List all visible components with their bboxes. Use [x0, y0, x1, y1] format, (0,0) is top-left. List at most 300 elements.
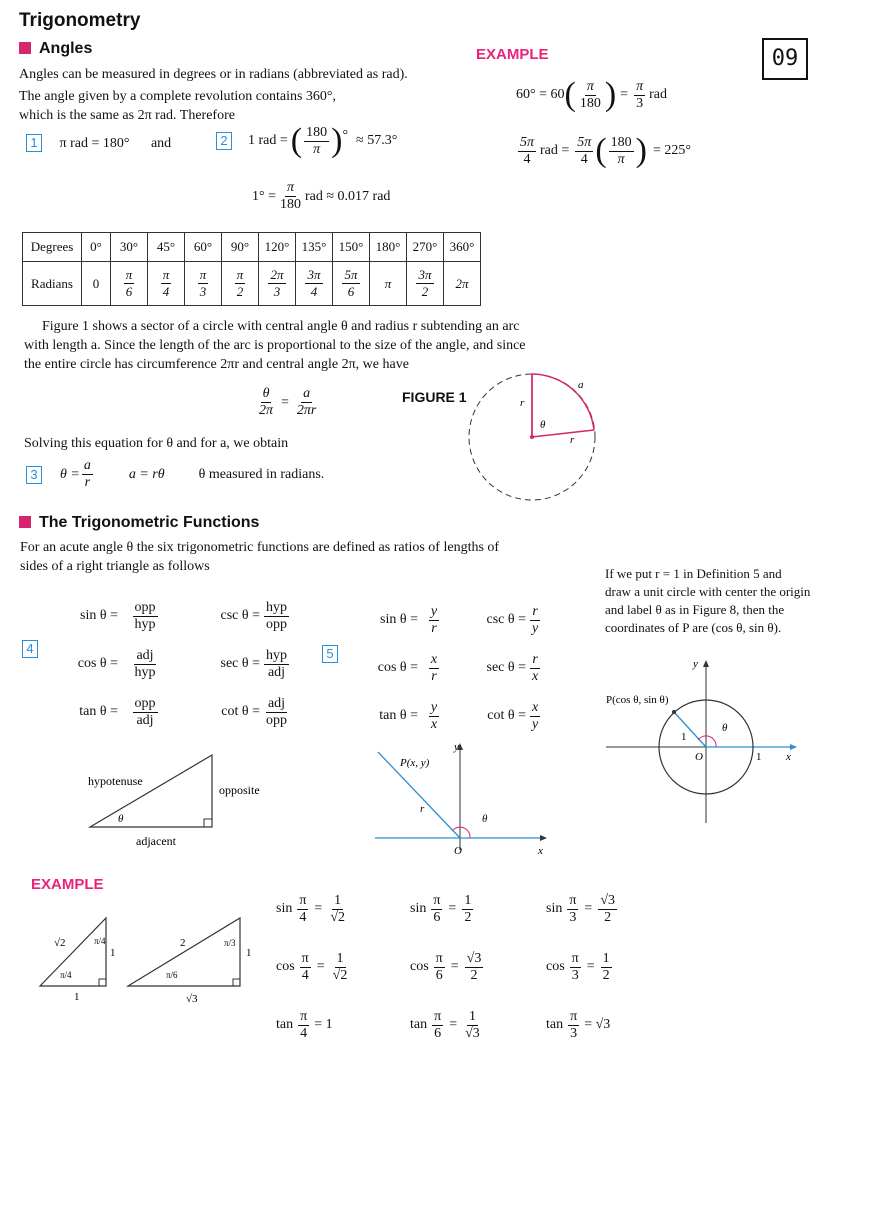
x-label: x — [786, 751, 791, 763]
definition-4 — [64, 592, 304, 736]
function-name: cot θ = — [487, 708, 526, 723]
fraction — [268, 267, 285, 300]
fraction — [422, 604, 446, 637]
numerator: 2π — [270, 267, 284, 282]
equation-number-2: 2 — [216, 132, 232, 150]
radius-line — [674, 712, 706, 747]
fraction — [567, 893, 578, 926]
function-name: cos θ = — [377, 660, 418, 675]
example-row — [546, 996, 619, 1054]
point-label: P(cos θ, sin θ) — [606, 694, 669, 706]
equals: = — [316, 959, 325, 974]
fraction — [578, 79, 603, 112]
function-name: sin — [276, 901, 293, 916]
fraction — [82, 458, 93, 491]
equation-2-right: ≈ 57.3° — [356, 133, 398, 148]
table-cell — [407, 262, 444, 306]
fraction — [235, 267, 246, 300]
numerator: π — [162, 267, 170, 282]
denominator: 3 — [199, 284, 207, 299]
function-name: tan θ = — [379, 708, 418, 723]
numerator: π — [433, 892, 441, 908]
unit-circle-diagram — [600, 655, 800, 825]
radian-value: 2π — [455, 275, 469, 291]
denominator: √2 — [330, 909, 346, 925]
numerator: π — [286, 180, 294, 195]
definition-row — [64, 688, 304, 736]
function-name: sin θ = — [80, 608, 118, 623]
equation-degree-right: rad ≈ 0.017 rad — [305, 188, 391, 204]
denominator: opp — [266, 616, 287, 632]
table-cell: 30° — [111, 233, 148, 262]
fraction — [463, 1009, 482, 1042]
paragraph-line: the entire circle has circumference 2πr and central angle 2π, we have — [24, 357, 409, 372]
equals: = — [586, 959, 595, 974]
table-header-radians: Radians — [23, 262, 82, 306]
equals: = — [584, 901, 593, 916]
radian-value: π — [384, 275, 392, 291]
table-cell — [148, 262, 185, 306]
radius-label: r — [520, 397, 525, 409]
equation-3 — [26, 458, 324, 491]
denominator: 2 — [464, 909, 472, 925]
numerator: 1 — [334, 892, 342, 908]
example-row — [276, 938, 351, 996]
fraction — [304, 125, 329, 158]
fraction — [122, 648, 168, 681]
function-name: sin — [546, 901, 563, 916]
equation-number-4: 4 — [22, 640, 38, 658]
figure-1-label: FIGURE 1 — [402, 389, 467, 405]
example-row — [410, 880, 485, 938]
adjacent-label: adjacent — [136, 834, 176, 848]
numerator: r — [532, 603, 538, 619]
function-name: csc θ = — [486, 612, 526, 627]
paragraph-line: For an acute angle θ the six trigonometric functions are defined as ratios of lengths of — [20, 540, 500, 555]
table-cell — [296, 262, 333, 306]
table-cell: 0° — [82, 233, 111, 262]
fraction — [300, 951, 311, 984]
denominator: x — [430, 716, 438, 732]
fraction — [342, 267, 359, 300]
numerator: 180 — [610, 134, 632, 150]
equation-degree-left: 1° = — [252, 188, 276, 204]
table-cell — [111, 262, 148, 306]
trig-heading-text: The Trigonometric Functions — [39, 514, 260, 531]
table-cell: 60° — [185, 233, 222, 262]
numerator: opp — [134, 695, 156, 711]
side-note-line: coordinates of P are (cos θ, sin θ). — [605, 620, 782, 635]
example-text: 60° = 60 — [516, 87, 565, 102]
equation-1-2 — [26, 134, 171, 152]
table-cell: 120° — [259, 233, 296, 262]
denominator: r — [84, 475, 91, 490]
numerator: y — [430, 603, 438, 619]
denominator: 3 — [636, 95, 644, 111]
fraction — [431, 893, 442, 926]
table-cell — [333, 262, 370, 306]
denominator: π — [313, 141, 321, 157]
equation-number-3: 3 — [26, 466, 42, 484]
function-name: sec θ = — [486, 660, 526, 675]
example-2-column-1 — [276, 880, 351, 1054]
fraction — [609, 135, 634, 168]
base-label: √3 — [186, 993, 198, 1005]
angles-line: Angles can be measured in degrees or in radians (abbreviated as rad). — [19, 67, 408, 82]
numerator: y — [430, 699, 438, 715]
denominator: 2πr — [296, 403, 317, 418]
denominator: 6 — [347, 284, 355, 299]
right-angle-mark — [233, 979, 240, 986]
numerator: π — [125, 267, 133, 282]
fraction — [295, 386, 318, 419]
angles-line: The angle given by a complete revolution contains 360°, — [19, 89, 337, 104]
numerator: π — [300, 1008, 308, 1024]
fraction — [432, 1009, 443, 1042]
denominator: r — [431, 668, 437, 684]
point-P — [672, 710, 676, 714]
equation-2-left: 1 rad = — [248, 133, 288, 148]
coordinate-diagram — [370, 740, 550, 860]
denominator: y — [532, 716, 539, 732]
figure-1-sector-diagram — [462, 370, 606, 504]
function-name: cos — [410, 959, 429, 974]
result-value: = 1 — [314, 1017, 333, 1032]
fraction — [570, 951, 581, 984]
square-bullet-icon — [19, 42, 31, 54]
point-label: P(x, y) — [400, 757, 430, 769]
example-row — [546, 880, 619, 938]
example-text: rad = — [540, 143, 570, 158]
table-cell: 360° — [444, 233, 481, 262]
fraction — [601, 951, 612, 984]
radius-label: r — [420, 803, 425, 815]
numerator: hyp — [266, 599, 287, 615]
section-heading-angles — [19, 40, 92, 58]
page-number: 09 — [762, 38, 808, 80]
numerator: 5π — [520, 134, 535, 150]
table-cell: 270° — [407, 233, 444, 262]
denominator: 6 — [434, 1025, 442, 1041]
denominator: 2π — [259, 403, 274, 418]
numerator: √3 — [466, 950, 482, 966]
denominator: adj — [136, 712, 154, 728]
numerator: π — [435, 950, 443, 966]
origin-label: O — [454, 845, 462, 857]
solving-text: Solving this equation for θ and for a, we obtain — [24, 436, 289, 451]
fraction — [198, 267, 209, 300]
x-tick-label: 1 — [756, 751, 762, 763]
denominator: 2 — [236, 284, 244, 299]
arc-label: a — [578, 379, 584, 391]
function-name: tan — [276, 1017, 294, 1032]
function-name: tan — [546, 1017, 564, 1032]
fraction — [518, 135, 536, 168]
example-1-line-2: $\frac{5\pi}{4}$ rad = $\frac{5\pi}{4}$ ( $\frac{180}{\pi}$ ) = 225° — [520, 132, 691, 169]
numerator: x — [430, 651, 438, 667]
center-point — [530, 435, 534, 439]
opposite-label: opposite — [219, 783, 260, 797]
table-cell — [444, 262, 481, 306]
equation-3-left: θ = — [60, 466, 80, 482]
denominator: 180 — [579, 95, 601, 111]
numerator: π — [434, 1008, 442, 1024]
denominator: 3 — [570, 1025, 578, 1041]
numerator: π — [236, 267, 244, 282]
side-note-line: and label θ as in Figure 8, then the — [605, 602, 785, 617]
function-name: cos — [276, 959, 295, 974]
function-name: sin θ = — [380, 612, 418, 627]
function-name: csc θ = — [220, 608, 260, 623]
fraction — [122, 696, 168, 729]
denominator: 2 — [470, 967, 478, 983]
fraction — [264, 600, 289, 633]
equation-3-note: θ measured in radians. — [198, 466, 325, 482]
example-row — [546, 938, 619, 996]
table-row — [23, 233, 481, 262]
denominator: y — [532, 620, 539, 636]
fraction — [422, 652, 446, 685]
denominator: 3 — [571, 967, 579, 983]
numerator: π — [571, 950, 579, 966]
fraction — [257, 386, 275, 419]
numerator: r — [532, 651, 538, 667]
angle-label: θ — [722, 722, 728, 734]
denominator: hyp — [134, 664, 156, 680]
numerator: 1 — [464, 892, 472, 908]
numerator: π — [586, 78, 594, 94]
example-text: = 225° — [652, 143, 691, 158]
fraction — [462, 893, 473, 926]
equals: = — [450, 959, 459, 974]
numerator: adj — [136, 647, 154, 663]
definition-row — [64, 592, 304, 640]
example-label: EXAMPLE — [476, 46, 549, 63]
example-label-2: EXAMPLE — [31, 876, 104, 893]
denominator: 4 — [162, 284, 170, 299]
angle-label: π/4 — [94, 936, 106, 946]
hypotenuse-label: √2 — [54, 937, 66, 949]
definition-5 — [364, 596, 564, 740]
origin-label: O — [695, 751, 703, 763]
denominator: √2 — [332, 967, 348, 983]
denominator: 4 — [523, 151, 531, 167]
example-row — [276, 880, 351, 938]
side-note-line: If we put r = 1 in Definition 5 and — [605, 566, 782, 581]
table-cell — [370, 262, 407, 306]
figure-1-paragraph — [24, 317, 584, 374]
paragraph-line: sides of a right triangle as follows — [20, 559, 210, 574]
right-angle-mark — [204, 819, 212, 827]
side-label: 1 — [110, 947, 116, 959]
radius-label: 1 — [681, 731, 687, 743]
fraction — [298, 1009, 309, 1042]
numerator: π — [569, 892, 577, 908]
page-title: Trigonometry — [19, 10, 141, 31]
fraction — [530, 700, 540, 733]
equation-and: and — [150, 136, 172, 151]
fraction — [465, 951, 484, 984]
denominator: √3 — [465, 1025, 480, 1041]
function-name: tan — [410, 1017, 428, 1032]
angle-label: π/6 — [166, 970, 178, 980]
trig-paragraph — [20, 538, 580, 576]
angle-label: π/3 — [224, 938, 236, 948]
result-value: = √3 — [584, 1017, 611, 1032]
special-triangles-diagram — [30, 910, 270, 1006]
table-cell: 135° — [296, 233, 333, 262]
example-1-line-1: 60° = 60 ( $\frac{\pi}{180}$ ) = $\frac{\pi}{3}$ rad — [516, 76, 667, 113]
numerator: adj — [267, 695, 286, 711]
angle-label: π/4 — [60, 970, 72, 980]
function-name: tan θ = — [79, 704, 118, 719]
arrow-icon — [540, 835, 547, 841]
definition-row — [364, 644, 564, 692]
denominator: 4 — [299, 909, 307, 925]
example-row — [410, 996, 485, 1054]
numerator: π — [299, 892, 307, 908]
denominator: 4 — [301, 967, 309, 983]
side-label: 1 — [246, 947, 252, 959]
triangle-30-60 — [128, 918, 240, 986]
example-row — [410, 938, 485, 996]
fraction — [575, 135, 593, 168]
table-cell: 150° — [333, 233, 370, 262]
fraction — [434, 951, 445, 984]
denominator: adj — [267, 664, 286, 680]
numerator: π — [570, 1008, 578, 1024]
numerator: 3π — [307, 267, 321, 282]
definition-row — [364, 692, 564, 740]
hypotenuse-label: hypotenuse — [88, 774, 143, 788]
example-text: rad — [649, 87, 667, 102]
arrow-icon — [703, 660, 709, 667]
fraction — [598, 893, 617, 926]
denominator: 3 — [569, 909, 577, 925]
degree-sign: ° — [342, 128, 349, 143]
example-2-column-2 — [410, 880, 485, 1054]
fraction — [416, 267, 433, 300]
fraction — [305, 267, 322, 300]
fraction — [530, 652, 540, 685]
numerator: 1 — [602, 950, 610, 966]
fraction — [124, 267, 135, 300]
denominator: hyp — [134, 616, 156, 632]
fraction — [297, 893, 308, 926]
table-cell: 180° — [370, 233, 407, 262]
equation-degree — [252, 180, 390, 213]
fraction — [331, 951, 350, 984]
angle-label: θ — [118, 813, 124, 825]
numerator: a — [303, 386, 311, 401]
radius-label: r — [570, 434, 575, 446]
equation-1: π rad = 180° — [59, 136, 130, 151]
equation-2: 2 1 rad = ( $\frac{180}{\pi}$ ) ° ≈ 57.3° — [216, 124, 397, 158]
side-note — [605, 565, 845, 637]
right-angle-mark — [99, 979, 106, 986]
denominator: opp — [266, 712, 287, 728]
denominator: 2 — [604, 909, 612, 925]
table-cell — [185, 262, 222, 306]
denominator: 4 — [310, 284, 318, 299]
ratio-equation — [255, 386, 320, 419]
denominator: 6 — [433, 909, 441, 925]
table-header-degrees: Degrees — [23, 233, 82, 262]
y-label: y — [454, 741, 459, 753]
numerator: 5π — [344, 267, 358, 282]
function-name: sin — [410, 901, 427, 916]
numerator: a — [83, 458, 91, 473]
fraction — [161, 267, 172, 300]
numerator: 1 — [468, 1008, 476, 1024]
paragraph-line: with length a. Since the length of the arc is proportional to the size of the angle, and since — [24, 338, 526, 353]
radian-value: 0 — [92, 275, 100, 291]
y-label: y — [693, 658, 698, 670]
denominator: 6 — [435, 967, 443, 983]
denominator: π — [617, 151, 625, 167]
equals: = — [314, 901, 323, 916]
table-cell — [259, 262, 296, 306]
denominator: 2 — [421, 284, 429, 299]
numerator: 5π — [577, 134, 592, 150]
angles-heading-text: Angles — [39, 40, 93, 57]
numerator: √3 — [600, 892, 616, 908]
fraction — [530, 604, 540, 637]
denominator: 4 — [580, 151, 588, 167]
numerator: 180 — [306, 124, 328, 140]
x-label: x — [538, 845, 543, 857]
numerator: 3π — [418, 267, 432, 282]
denominator: 3 — [273, 284, 281, 299]
fraction — [264, 648, 289, 681]
table-cell — [82, 262, 111, 306]
table-cell — [222, 262, 259, 306]
function-name: sec θ = — [220, 656, 260, 671]
fraction — [264, 696, 289, 729]
numerator: π — [301, 950, 309, 966]
numerator: opp — [134, 599, 156, 615]
numerator: hyp — [266, 647, 287, 663]
function-name: cot θ = — [221, 704, 260, 719]
paragraph-line: Figure 1 shows a sector of a circle with central angle θ and radius r subtending an arc — [42, 319, 520, 334]
triangle — [90, 755, 212, 827]
denominator: 4 — [300, 1025, 308, 1041]
fraction — [634, 79, 645, 112]
example-2-column-3 — [546, 880, 619, 1054]
function-name: cos θ = — [77, 656, 118, 671]
equals: = — [448, 901, 457, 916]
denominator: 6 — [125, 284, 133, 299]
section-heading-trig — [19, 514, 259, 532]
table-cell: 90° — [222, 233, 259, 262]
square-bullet-icon — [19, 516, 31, 528]
fraction — [328, 893, 347, 926]
triangle-45 — [40, 918, 106, 986]
equation-number-5: 5 — [322, 645, 338, 663]
angle-label: θ — [540, 419, 546, 431]
equals: = — [281, 394, 289, 410]
numerator: 1 — [336, 950, 344, 966]
equals: = — [620, 87, 629, 102]
fraction — [278, 180, 303, 213]
numerator: π — [199, 267, 207, 282]
denominator: 180 — [280, 197, 301, 212]
numerator: π — [636, 78, 644, 94]
definition-row — [64, 640, 304, 688]
denominator: r — [431, 620, 437, 636]
numerator: θ — [262, 386, 270, 401]
hypotenuse-label: 2 — [180, 937, 186, 949]
